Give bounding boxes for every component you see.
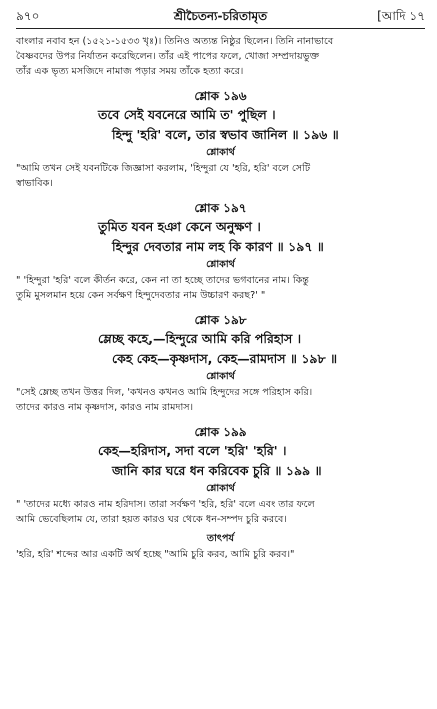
translation-label: শ্লোকার্থ <box>206 259 235 270</box>
translation-line: আমি ভেবেছিলাম যে, তারা হয়ত কারও ঘর থেকে ধন-সম্পদ চুরি করবে। <box>16 514 287 525</box>
verse-title: শ্লোক ১৯৬ <box>194 89 247 103</box>
verse-line: জানি কার ঘরে ধন করিবেক চুরি ॥ ১৯৯ ॥ <box>112 463 322 478</box>
translation-line: "সেই ম্লেচ্ছ তখন উত্তর দিল, 'কখনও কখনও আমি হিন্দুদের সঙ্গে পরিহাস করি। <box>16 387 313 398</box>
chapter-marker: [আদি ১৭ <box>377 9 425 23</box>
intro-line: বৈষ্ণবদের উপর নির্যাতন করেছিলেন। তাঁর এই পাপের ফলে, খোজা সম্প্রদায়ভুক্ত <box>16 51 320 62</box>
translation-line: " 'তাদের মধ্যে কারও নাম হরিদাস। তারা সর্বক্ষণ 'হরি, হরি' বলে এবং তার ফলে <box>16 499 315 510</box>
translation-line: তাদের কারও নাম কৃষ্ণদাস, কারও নাম রামদাস। <box>16 402 194 413</box>
verse-line: তবে সেই যবনেরে আমি ত' পুছিল । <box>98 107 276 122</box>
translation-line: "আমি তখন সেই যবনটিকে জিজ্ঞাসা করলাম, 'হিন্দুরা যে 'হরি, হরি' বলে সেটি <box>16 163 311 174</box>
translation-line: তুমি মুসলমান হয়ে কেন সর্বক্ষণ হিন্দুদেবতার নাম উচ্চারণ করছ?' " <box>16 290 266 301</box>
verse-title: শ্লোক ১৯৭ <box>194 201 247 215</box>
verse-line: কেহ—হরিদাস, সদা বলে 'হরি' 'হরি' । <box>98 443 287 458</box>
verse-block <box>16 311 425 415</box>
translation-label: শ্লোকার্থ <box>206 147 235 158</box>
verse-block <box>16 87 425 191</box>
purport-block <box>16 531 425 562</box>
translation-line: " 'হিন্দুরা 'হরি' বলে কীর্তন করে, কেন না তা হচ্ছে তাদের ভগবানের নাম। কিন্তু <box>16 275 309 286</box>
translation-label: শ্লোকার্থ <box>206 483 235 494</box>
book-title: শ্রীচৈতন্য-চরিতামৃত <box>173 9 268 23</box>
translation-line: স্বাভাবিক। <box>16 178 53 189</box>
page-header <box>16 6 425 28</box>
verse-line: কেহ কেহ—কৃষ্ণদাস, কেহ—রামদাস ॥ ১৯৮ ॥ <box>112 351 338 366</box>
translation-label: শ্লোকার্থ <box>206 371 235 382</box>
intro-line: বাংলার নবাব হন (১৫২১-১৫৩৩ খৃঃ)। তিনিও অত্যন্ত নিষ্ঠুর ছিলেন। তিনি নানাভাবে <box>16 36 334 47</box>
verse-line: হিন্দু 'হরি' বলে, তার স্বভাব জানিল ॥ ১৯৬ ॥ <box>112 127 339 142</box>
purport-label: তাৎপর্য <box>206 533 235 544</box>
verse-line: হিন্দুর দেবতার নাম লহ কি কারণ ॥ ১৯৭ ॥ <box>112 239 324 254</box>
intro-paragraph <box>16 34 425 79</box>
verse-line: ম্লেচ্ছ কহে,—হিন্দুরে আমি করি পরিহাস । <box>98 331 302 346</box>
verse-block <box>16 199 425 303</box>
verse-block <box>16 423 425 527</box>
verse-title: শ্লোক ১৯৮ <box>194 313 247 327</box>
page-number: ৯৭০ <box>16 9 40 23</box>
intro-line: তাঁর এক ভৃত্য মসজিদে নামাজ পড়ার সময় তাঁকে হত্যা করে। <box>16 66 244 77</box>
verse-line: তুমিত যবন হঞা কেনে অনুক্ষণ । <box>98 219 261 234</box>
page-content <box>16 34 425 562</box>
purport-text: 'হরি, হরি' শব্দের আর একটি অর্থ হচ্ছে "আমি চুরি করব, আমি চুরি করব।" <box>16 549 295 560</box>
header-rule <box>16 28 425 29</box>
verse-title: শ্লোক ১৯৯ <box>194 425 247 439</box>
